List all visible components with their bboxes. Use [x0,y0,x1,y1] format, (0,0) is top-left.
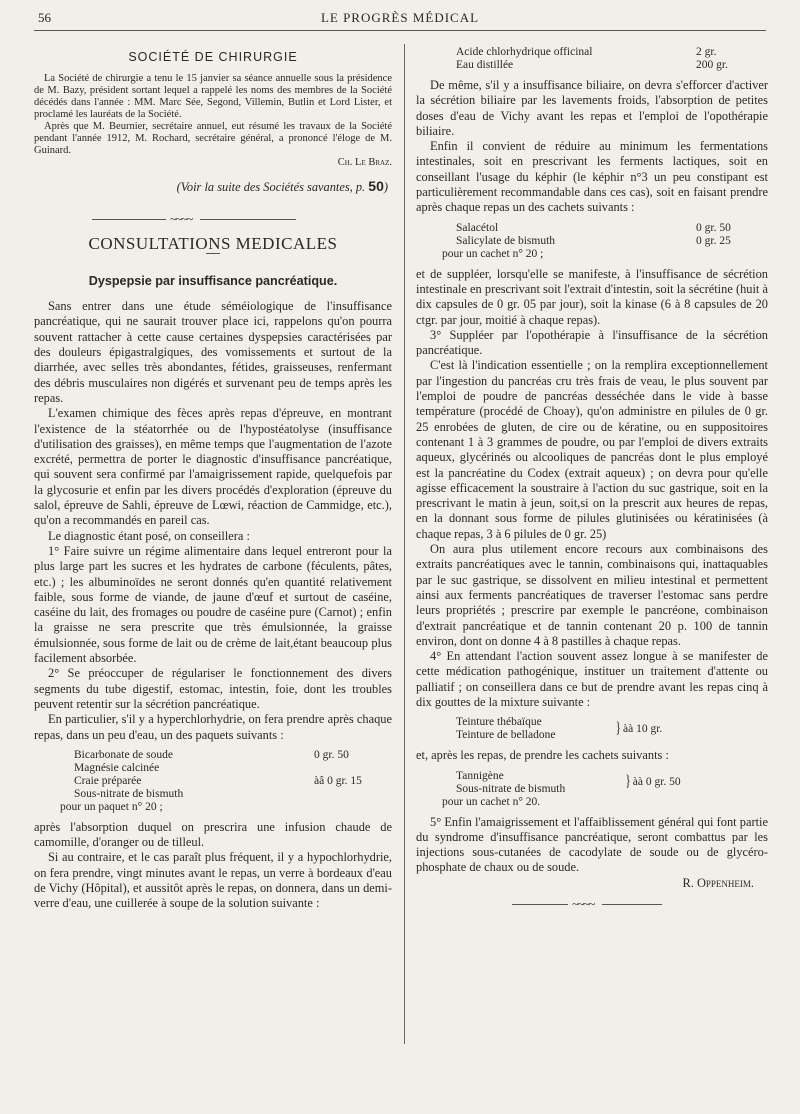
prescription-line: Bicarbonate de soude 0 gr. 50 [74,748,349,761]
article-signature: R. Oppenheim. [682,875,754,890]
ornament-flourish: ~~~~ [572,897,594,912]
running-header [34,6,766,31]
ornament-flourish: ~~~~ [170,211,192,226]
body-paragraph: En particulier, s'il y a hyperchlorhydrie, on fera prendre après chaque repas, dans un peu d'eau, un des paquets suivants : [34,712,392,742]
body-paragraph: C'est là l'indication essentielle ; on la remplira exceptionnellement par l'ingestion du pancréas cru très frais de veau, le plus souvent par l'emploi de poudre de pancréas desséchée dans le vide à basse température (procédé de Choay), qu'on administre en pilules de 0 gr. 25 enrobées de gluten, de cire ou de kératine, ou en suppositoires contenant 1 à 3 grammes de poudre, ou par l'emploi de divers extraits aqueux, glycérinés ou alcooliques de pancréas dont le plus employé est la pancréatine du Codex (extrait aqueux) ; on devra pour qu'elle agisse efficacement la soustraire à l'action du suc gastrique, soit en la prescrivant le matin à jeun, soit,si on la prescrit aux heures de repas, en la donnant sous forme de pilules glutinisées ou kératinisées (à chaque repas, 3 à 6 pilules de 0 gr. 25) [416,358,768,541]
prescription-line: Acide chlorhydrique officinal 2 gr. [456,46,717,58]
heading-dash [206,253,220,262]
body-paragraph: Enfin il convient de réduire au minimum les fermentations intestinales, soit en prescrivant les ferments lactiques, soit en conseillant l'usage du képhir (le képhir n°3 un peu constipant est particulièrement recommandable dans ces cas), soit en faisant prendre après chaque repas un des cachets suivants : [416,139,768,215]
body-paragraph: après l'absorption duquel on prescrira une infusion chaude de camomille, d'oranger ou de tilleul. [34,819,392,850]
end-ornament [416,897,768,913]
ornament-line-right [200,219,296,220]
prescription-line: Teinture de belladone [456,729,556,742]
prescription-line: Teinture thébaïque [456,716,542,729]
page-number: 56 [38,10,51,25]
prescription-dose: pour un cachet n° 20. [442,795,541,808]
prescription-dose: pour un paquet n° 20 ; [60,800,163,813]
prescription-line: Magnésie calcinée [74,761,160,774]
body-paragraph: 3° Suppléer par l'opothérapie à l'insuffisance de la sécrétion pancréatique. [416,327,768,358]
column-divider [404,44,405,1044]
prescription-paquets [60,748,392,814]
body-paragraph: et de suppléer, lorsqu'elle se manifeste, à l'insuffisance de sécrétion intestinale en prescrivant soit l'extrait d'intestin, soit la sécrétine (huit à dix capsules de 0 gr. 05 par jour), soit la kinase (6 à 8 capsules de 20 ctgr. par jour, moitié à chaque repas). [416,266,768,327]
prescription-quantity: àà 10 gr. [623,722,663,735]
see-also-page: 50 [368,178,384,195]
brace: } [615,720,621,737]
prescription-cachets-2 [442,769,768,809]
body-paragraph: Si au contraire, et le cas paraît plus fréquent, il y a hypochlorhydrie, on fera prendre, vingt minutes avant le repas, un verre à bordeaux d'eau de Vichy (Hôpital), et aussitôt après le repas, on donnera, dans un demi-verre d'eau, une cuillerée à soupe de la solution suivante : [34,850,392,911]
prescription-line: Sous-nitrate de bismuth [74,787,184,800]
prescription-quantity: àà 0 gr. 50 [632,776,681,789]
ornament-line-right [602,904,662,905]
society-signature: Ch. Le Braz. [337,157,392,169]
body-paragraph: et, après les repas, de prendre les cachets suivants : [416,748,669,763]
society-report [34,73,392,169]
body-paragraph: Sans entrer dans une étude séméiologique de l'insuffisance pancréatique, qui ne saurait trouver place ici, rappelons qu'on pourra souvent rattacher à cette cause certaines dyspepsies caractérisées par des douleurs épigastralgiques, des vomissements et surtout de la diarrhée, avec selles très abondantes, fétides, graisseuses, renfermant des débris musculaires non digérés et survenant peu de temps après les repas. [34,299,392,405]
body-paragraph: 5° Enfin l'amaigrissement et l'affaiblissement général qui font partie du syndrome d'insuffisance pancréatique, seront combattus par les injections sous-cutanées de cacodylate de soude ou de glycéro-phosphate de chaux ou de soude. [416,814,768,875]
society-heading: SOCIÉTÉ DE CHIRURGIE [128,50,298,64]
journal-title: LE PROGRÈS MÉDICAL [320,10,480,25]
prescription-line: Salicylate de bismuth 0 gr. 25 [456,234,731,247]
prescription-line: Salacétol 0 gr. 50 [456,221,731,234]
ornament-line-left [92,219,166,220]
brace: } [625,773,631,791]
consultations-heading: CONSULTATIONS MEDICALES [88,233,338,253]
prescription-cachets [442,221,768,261]
prescription-line: Tannigène [456,769,504,782]
body-paragraph: 2° Se préoccuper de régulariser le fonctionnement des divers segments du tube digestif, estomac, intestin, foie, dont les troubles peuvent retentir sur la sécrétion pancréatique. [34,666,392,711]
body-paragraph: 1° Faire suivre un régime alimentaire dans lequel entreront pour la plus large part les sucres et les hydrates de carbone (féculents, pâtes, etc.) ; les albuminoïdes ne seront donnés qu'en quantité relativement faible, sous forme de viande, de jaune d'œuf et surtout de caséine, caséine du lait, des fromages ou poudre de caséine pure (Carnot) ; enfin la graisse ne sera prescrite que très émulsionnée, la graisse émulsionnée, sous forme de lait ou de crème de lait,étant beaucoup plus facilement absorbée. [34,543,392,666]
society-paragraph: Après que M. Beurnier, secrétaire annuel, eut résumé les travaux de la Société pendant l'année 1912, M. Rochard, secrétaire général, a prononcé l'éloge de M. Guinard. [34,121,392,157]
body-paragraph: Le diagnostic étant posé, on conseillera : [48,528,250,543]
prescription-line: Craie préparée àâ 0 gr. 15 [74,774,362,787]
right-column [416,46,768,917]
body-paragraph: On aura plus utilement encore recours aux combinaisons des extraits pancréatiques avec le tannin, combinaisons qui, inattaquables par le suc gastrique, se dissolvent en milieu intestinal et permettent ainsi aux ferments pancréatiques de traverser l'estomac sans perdre leurs propriétés ; prescrire par exemple le pancréone, combinaison d'extrait pancréatique et de tannin contenant 20 p. 100 de tannin environ, dont on donne 4 à 8 pastilles à chaque repas. [416,542,768,648]
article-title: Dyspepsie par insuffisance pancréatique. [88,273,338,288]
left-column [34,46,392,912]
society-paragraph: La Société de chirurgie a tenu le 15 janvier sa séance annuelle sous la présidence de M. Bazy, président sortant lequel a rappelé les noms des membres de la Société décédés dans l'année : MM. Marc Sée, Segond, Villemin, Butlin et Lord Lister, et proclamé les lauréats de la Société. [34,73,392,121]
prescription-dose: pour un cachet n° 20 ; [442,247,544,260]
ornament-line-left [512,904,568,905]
section-ornament [34,212,392,228]
prescription-mixture [456,716,768,742]
prescription-solution [456,46,768,72]
prescription-line: Sous-nitrate de bismuth [456,782,566,795]
body-paragraph: L'examen chimique des fèces après repas d'épreuve, en montrant l'existence de la stéatorrhée ou de l'hypostéatolyse (insuffisance d'utilisation des graisses), en même temps que l'augmentation de l'azote excrété, permettra de porter le diagnostic d'insuffisance pancréatique, qui souvent sera confirmé par l'amaigrissement rapide, quelquefois par la glycosurie et enfin par les divers procédés d'exploration (épreuve du salol, épreuve de Sahli, épreuve de Lœwi, réaction de Cammidge, etc.), qu'on a recommandés en pareil cas. [34,406,392,528]
see-also-note: (Voir la suite des Sociétés savantes, p. 50) [176,178,388,195]
body-paragraph: De même, s'il y a insuffisance biliaire, on devra s'efforcer d'activer la sécrétion biliaire par les lavements froids, l'absorption de petites doses d'eau de Vichy avant les repas et l'emploi de l'opothérapie biliaire. [416,78,768,138]
prescription-line: Eau distillée 200 gr. [456,59,728,71]
body-paragraph: 4° En attendant l'action souvent assez longue à se manifester de cette médication pathogénique, instituer un traitement d'attente ou palliatif ; on conseillera dans ce but de prendre avant les repas cinq à dix gouttes de la mixture suivante : [416,649,768,709]
